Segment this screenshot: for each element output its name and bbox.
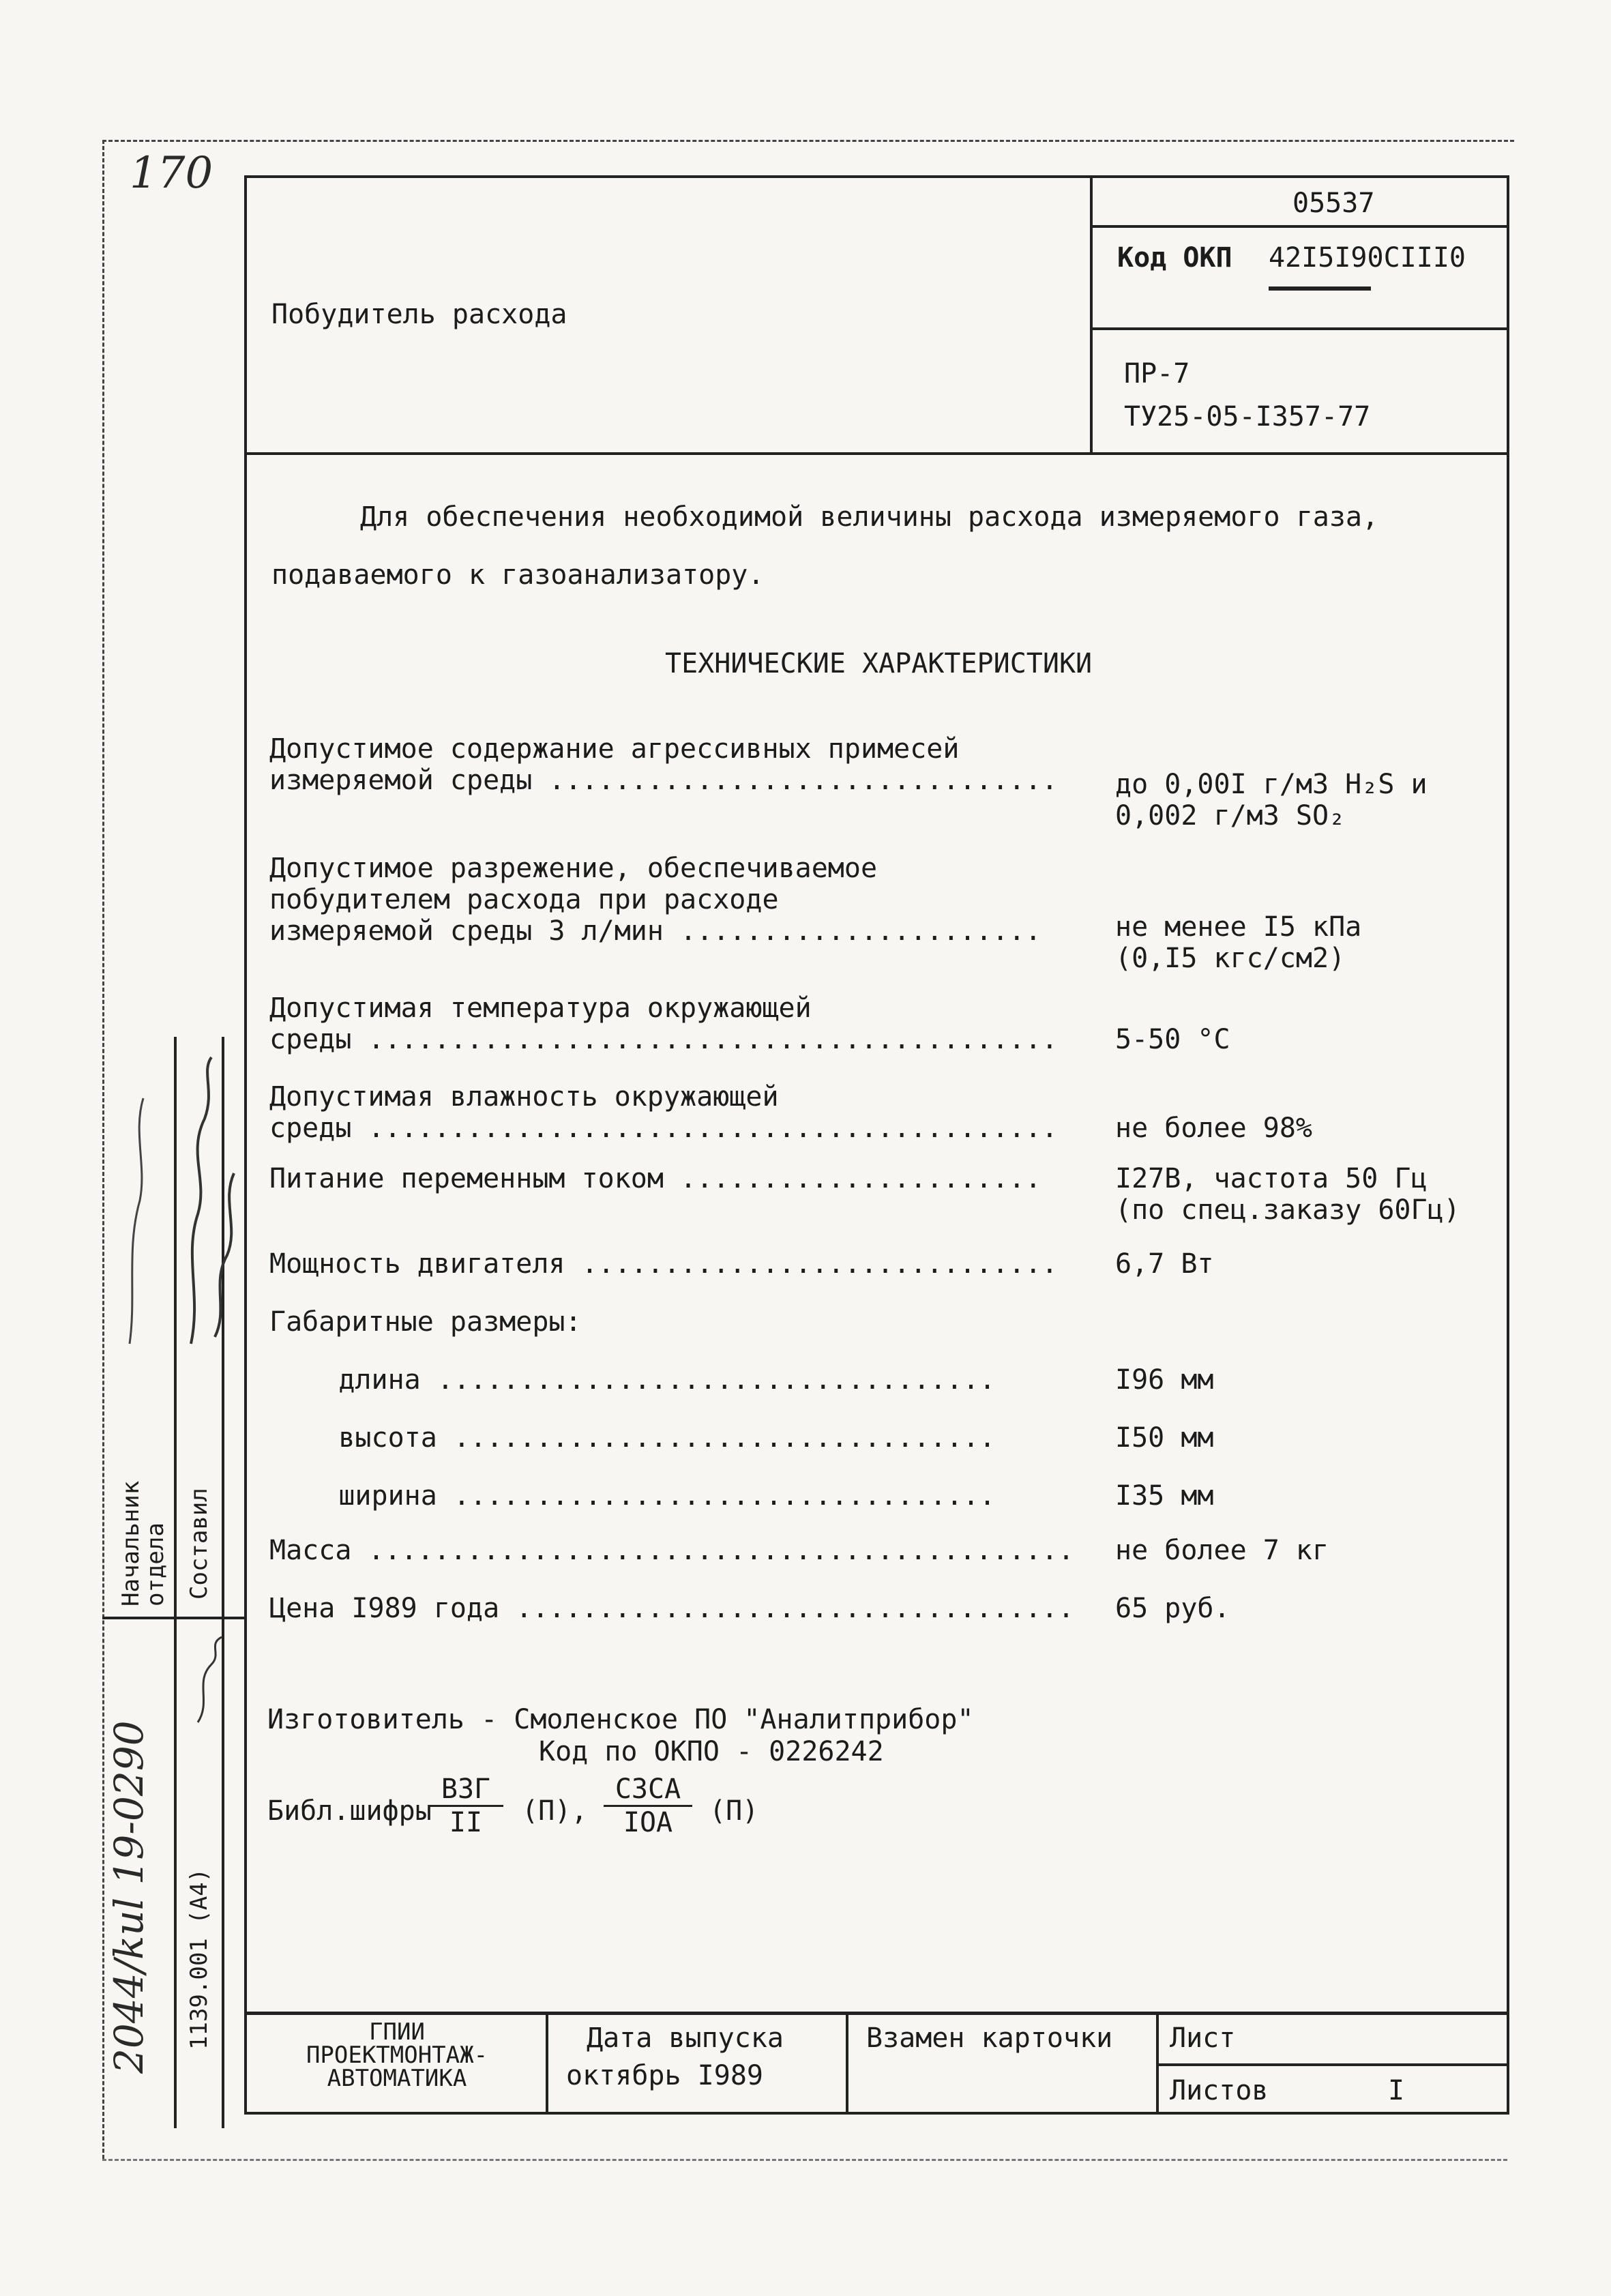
footer-sheets-value: I [1388,2075,1405,2106]
spec-value: I96 мм [1115,1364,1214,1396]
side-form: 1139.001 (А4) [186,1868,213,2050]
spec-label: Допустимое содержание агрессивных примесей измеряемой среды ............................... [269,733,1058,796]
library-label: Библ.шифры [267,1795,432,1827]
side-head-dept: Начальник отдела [117,1480,169,1606]
library-code-1 [428,1773,503,1838]
page-number: 170 [130,148,213,198]
spec-label: длина .................................. [273,1364,996,1396]
doc-number: 05537 [1292,188,1375,219]
spec-value: не более 98% [1115,1113,1312,1144]
spec-row [269,1593,1497,1624]
library-code-1-suffix: (П), [522,1795,588,1827]
library-code-1-num: ВЗГ [428,1773,503,1807]
spec-label: ширина ................................. [273,1480,996,1512]
okp-underline [1269,286,1371,291]
section-title: ТЕХНИЧЕСКИЕ ХАРАКТЕРИСТИКИ [665,648,1093,679]
spec-row [273,1480,1501,1512]
spec-label: высота ................................. [273,1422,996,1454]
spec-row [269,1248,1497,1280]
side-handwritten-code: 2044/kul 19-0290 [106,1720,152,2074]
purpose-line-1: Для обеспечения необходимой величины расхода измеряемого газа, [360,501,1379,533]
footer-replaces: Взамен карточки [866,2022,1113,2054]
spec-value: I50 мм [1115,1422,1214,1454]
side-strip-divider [102,1617,244,1619]
library-code-2-suffix: (П) [709,1795,759,1827]
okp-value: 42I5I90CIII0 [1269,242,1466,274]
library-code-2-den: IOA [623,1807,673,1838]
spec-value: 65 руб. [1115,1593,1230,1624]
library-code-2-num: СЗСА [604,1773,692,1807]
spec-row [269,1535,1497,1566]
spec-value: I27В, частота 50 Гц (по спец.заказу 60Гц) [1115,1163,1460,1226]
spec-row [269,1081,1497,1144]
spec-value: не менее I5 кПа (0,I5 кгс/см2) [1115,911,1362,974]
spec-label: Допустимая температура окружающей среды .......................................... [269,992,1058,1055]
spec-row [269,853,1497,974]
signature [184,1634,239,1729]
spec-row [269,992,1497,1055]
manufacturer-line-1: Изготовитель - Смоленское ПО "Аналитприбор" [267,1704,974,1735]
model-code: ПР-7 [1124,358,1190,389]
purpose-line-2: подаваемого к газоанализатору. [271,559,765,591]
header-row-line-2 [1090,327,1509,330]
signature [174,1050,249,1357]
top-trim-line [102,140,1514,142]
signature [102,1091,167,1351]
library-code-1-den: II [449,1807,483,1838]
spec-value: 6,7 Вт [1115,1248,1214,1280]
spec-row [269,733,1497,831]
bottom-trim-line [102,2159,1507,2161]
footer-org: ГПИИ ПРОЕКТМОНТАЖ- АВТОМАТИКА [306,2018,488,2092]
spec-label: Цена I989 года .................................. [269,1593,1075,1624]
spec-label: Допустимая влажность окружающей среды .......................................... [269,1081,1058,1144]
spec-row [269,1163,1497,1226]
tu-code: ТУ25-05-I357-77 [1124,401,1371,432]
spec-label: Допустимое разрежение, обеспечиваемое побудителем расхода при расходе измеряемой среды 3 л/мин ...................... [269,853,1041,947]
product-title: Побудитель расхода [271,299,567,330]
okp-label: Код ОКП [1117,242,1232,274]
footer-sheet: Лист [1170,2022,1236,2054]
library-code-2 [604,1773,692,1838]
spec-label: Мощность двигателя ............................. [269,1248,1058,1280]
spec-row [273,1364,1501,1396]
spec-row [269,1306,1497,1338]
spec-value: до 0,00I г/м3 H₂S и 0,002 г/м3 SO₂ [1115,769,1428,831]
footer-date-value: октябрь I989 [566,2060,763,2091]
spec-value: 5-50 °C [1115,1024,1230,1055]
header-divider [1090,175,1093,455]
side-compiled: Составил [186,1488,213,1600]
footer-date-label: Дата выпуска [587,2022,784,2054]
header-row-line-1 [1090,225,1509,228]
spec-label: Масса ........................................... [269,1535,1075,1566]
spec-value: не более 7 кг [1115,1535,1329,1566]
spec-label: Габаритные размеры: [269,1306,582,1338]
spec-row [273,1422,1501,1454]
footer-sheets: Листов [1170,2075,1269,2106]
spec-value: I35 мм [1115,1480,1214,1512]
spec-label: Питание переменным током ...................... [269,1163,1041,1194]
manufacturer-line-2: Код по ОКПО - 0226242 [539,1736,884,1767]
